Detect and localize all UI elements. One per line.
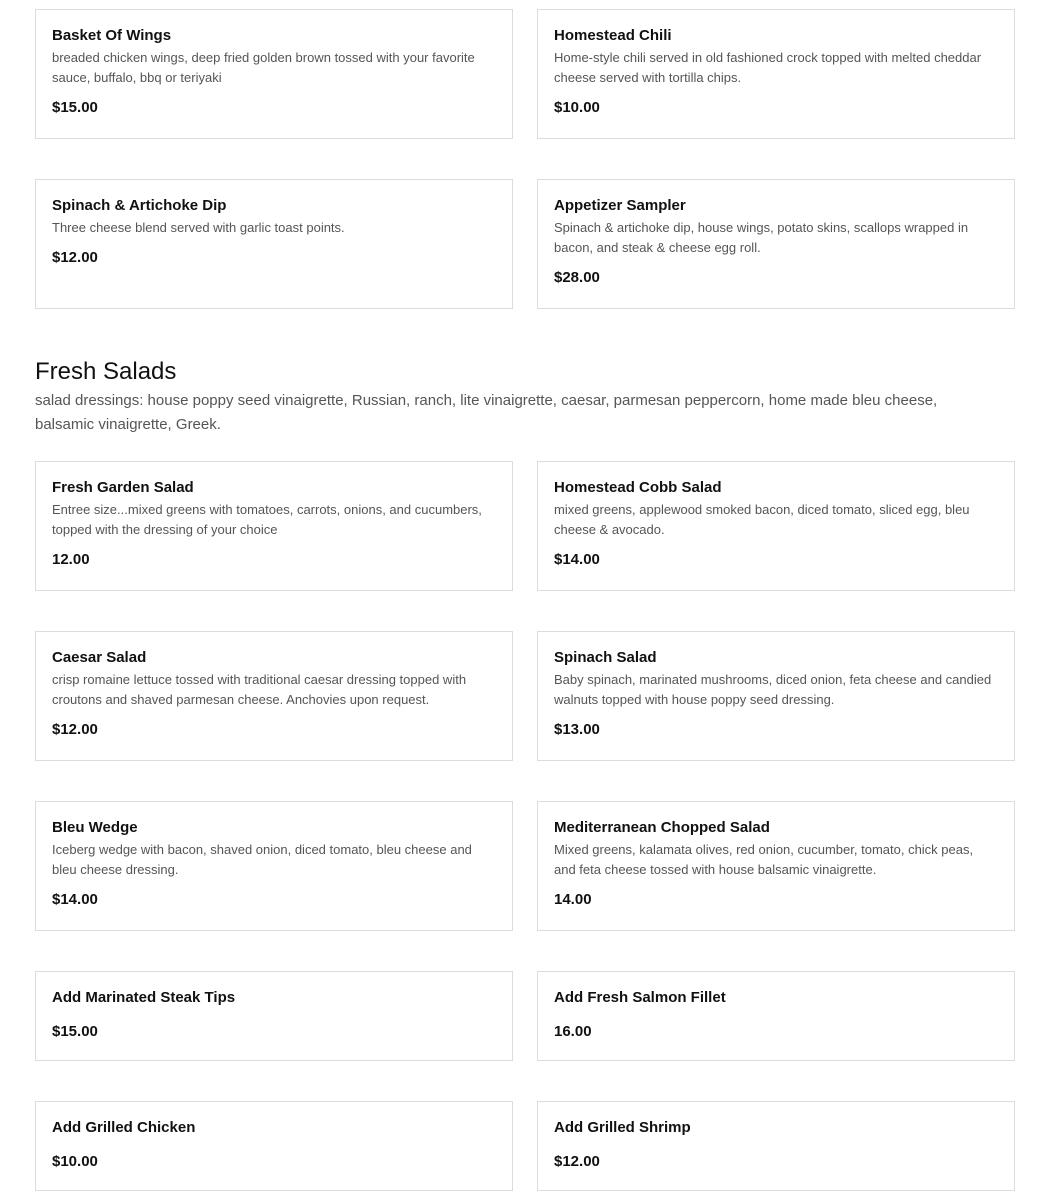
menu-item-description: Iceberg wedge with bacon, shaved onion, diced tomato, bleu cheese and bleu cheese dressing. — [52, 842, 472, 877]
menu-item-name: Add Grilled Shrimp — [554, 1119, 691, 1136]
menu-item-description: Home-style chili served in old fashioned crock topped with melted cheddar cheese served with tortilla chips. — [554, 50, 982, 85]
menu-item-card[interactable] — [537, 801, 1015, 931]
menu-item-name: Caesar Salad — [52, 649, 147, 666]
menu-item-card[interactable] — [35, 179, 513, 309]
menu-item-name: Mediterranean Chopped Salad — [554, 819, 770, 836]
menu-item-price: 14.00 — [554, 891, 592, 908]
menu-item-description: crisp romaine lettuce tossed with traditional caesar dressing topped with croutons and shaved parmesan cheese. Anchovies upon request. — [52, 672, 467, 707]
menu-item-price: $12.00 — [52, 721, 98, 738]
menu-item-name: Spinach & Artichoke Dip — [52, 197, 227, 214]
menu-item-price: $15.00 — [52, 99, 98, 116]
menu-item-card[interactable] — [35, 631, 513, 761]
menu-item-price: $12.00 — [52, 249, 98, 266]
menu-item-card[interactable] — [537, 971, 1015, 1061]
menu-item-price: $14.00 — [554, 551, 600, 568]
menu-item-name: Bleu Wedge — [52, 819, 138, 836]
menu-item-price: $14.00 — [52, 891, 98, 908]
menu-item-price: $12.00 — [554, 1153, 600, 1170]
menu-item-name: Appetizer Sampler — [554, 197, 686, 214]
menu-item-card[interactable] — [537, 9, 1015, 139]
menu-item-card[interactable] — [537, 1101, 1015, 1191]
menu-item-name: Spinach Salad — [554, 649, 657, 666]
section-title: Fresh Salads — [35, 358, 177, 385]
menu-item-name: Fresh Garden Salad — [52, 479, 194, 496]
menu-item-name: Add Grilled Chicken — [52, 1119, 196, 1136]
menu-item-card[interactable] — [35, 9, 513, 139]
menu-item-card[interactable] — [35, 1101, 513, 1191]
menu-item-name: Homestead Chili — [554, 27, 672, 44]
menu-item-card[interactable] — [537, 631, 1015, 761]
menu-item-card[interactable] — [537, 179, 1015, 309]
menu-item-description: mixed greens, applewood smoked bacon, diced tomato, sliced egg, bleu cheese & avocado. — [554, 502, 970, 537]
section-description: salad dressings: house poppy seed vinaigrette, Russian, ranch, lite vinaigrette, caesar, parmesan peppercorn, home made bleu cheese, balsamic vinaigrette, Greek. — [35, 392, 938, 433]
menu-item-price: $15.00 — [52, 1023, 98, 1040]
menu-item-description: Entree size...mixed greens with tomatoes, carrots, onions, and cucumbers, topped with the dressing of your choice — [52, 502, 482, 537]
menu-item-name: Homestead Cobb Salad — [554, 479, 722, 496]
menu-item-description: Spinach & artichoke dip, house wings, potato skins, scallops wrapped in bacon, and steak & cheese egg roll. — [554, 220, 969, 255]
menu-item-description: breaded chicken wings, deep fried golden brown tossed with your favorite sauce, buffalo, bbq or teriyaki — [52, 50, 475, 85]
menu-item-price: $13.00 — [554, 721, 600, 738]
menu-item-price: $28.00 — [554, 269, 600, 286]
menu-item-description: Mixed greens, kalamata olives, red onion, cucumber, tomato, chick peas, and feta cheese tossed with house balsamic vinaigrette. — [554, 842, 974, 877]
menu-item-card[interactable] — [35, 801, 513, 931]
menu-item-name: Add Fresh Salmon Fillet — [554, 989, 726, 1006]
menu-item-description: Baby spinach, marinated mushrooms, diced onion, feta cheese and candied walnuts topped with house poppy seed dressing. — [554, 672, 992, 707]
menu-item-description: Three cheese blend served with garlic toast points. — [52, 220, 345, 235]
menu-item-card[interactable] — [537, 461, 1015, 591]
menu-item-name: Basket Of Wings — [52, 27, 172, 44]
menu-item-name: Add Marinated Steak Tips — [52, 989, 236, 1006]
menu-item-price: 12.00 — [52, 551, 90, 568]
menu-item-price: $10.00 — [554, 99, 600, 116]
menu-item-price: 16.00 — [554, 1023, 592, 1040]
menu-item-card[interactable] — [35, 461, 513, 591]
menu-item-price: $10.00 — [52, 1153, 98, 1170]
menu-item-card[interactable] — [35, 971, 513, 1061]
